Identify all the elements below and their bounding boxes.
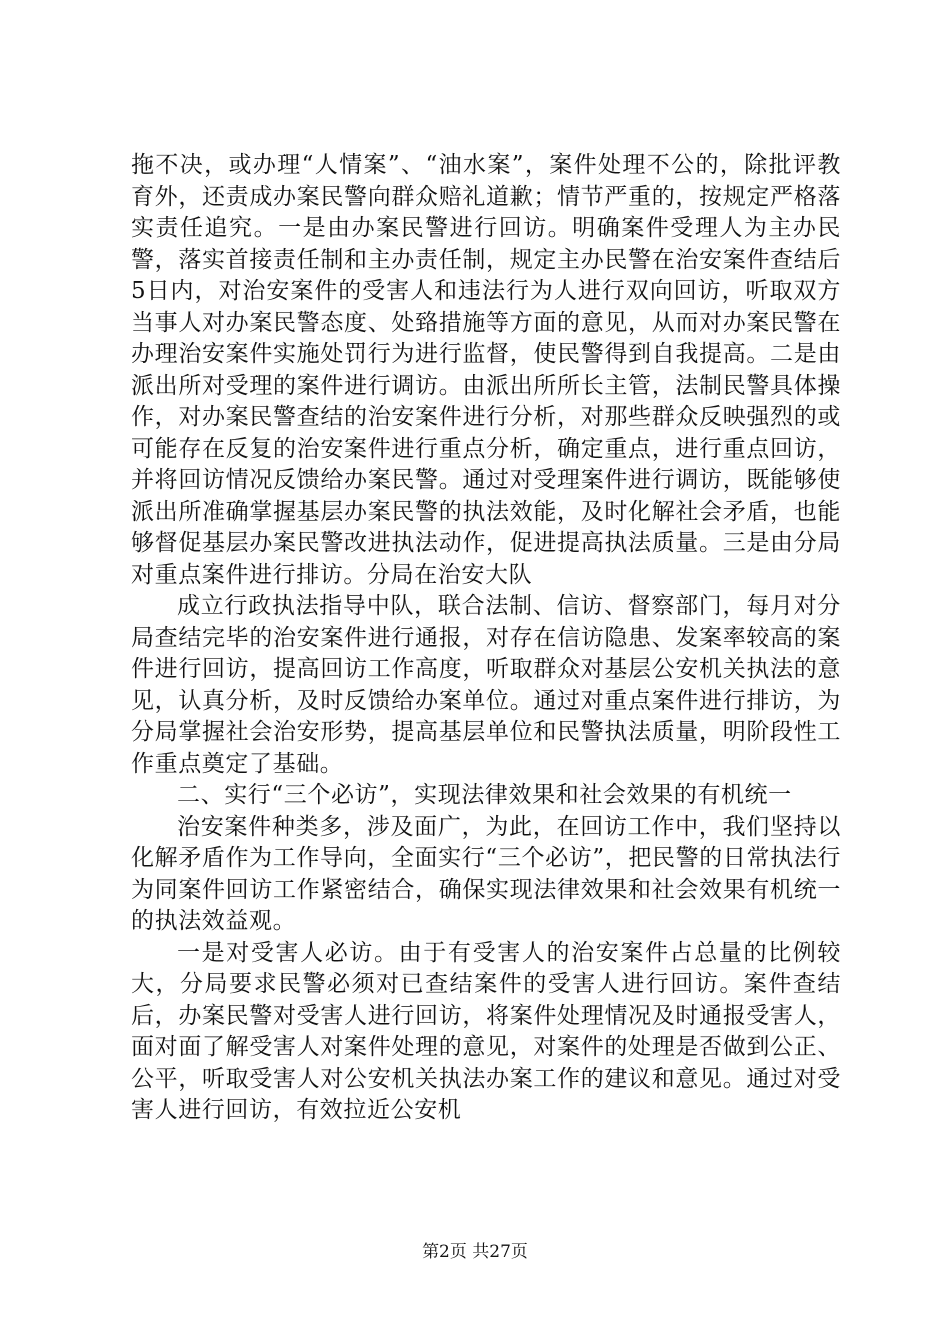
paragraph-continuation: 拖不决，或办理“人情案”、“油水案”，案件处理不公的，除批评教育外，还责成办案民警向群众赔礼道歉；情节严重的，按规定严格落实责任追究。一是由办案民警进行回访。明确案件受理人为主办民警，落实首接责任制和主办责任制，规定主办民警在治安案件查结后5日内，对治安案件的受害人和违法行为人进行双向回访，听取双方当事人对办案民警态度、处臵措施等方面的意见，从而对办案民警在办理治安案件实施处罚行为进行监督，使民警得到自我提高。二是由派出所对受理的案件进行调访。由派出所所长主管，法制民警具体操作，对办案民警查结的治安案件进行分析，对那些群众反映强烈的或可能存在反复的治安案件进行重点分析，确定重点，进行重点回访，并将回访情况反馈给办案民警。通过对受理案件进行调访，既能够使派出所准确掌握基层办案民警的执法效能，及时化解社会矛盾，也能够督促基层办案民警改进执法动作，促进提高执法质量。三是由分局对重点案件进行排访。分局在治安大队 [131, 152, 841, 588]
paragraph: 治安案件种类多，涉及面广，为此，在回访工作中，我们坚持以化解矛盾作为工作导向，全面实行“三个必访”，把民警的日常执法行为同案件回访工作紧密结合，确保实现法律效果和社会效果有机统一的执法效益观。 [131, 813, 841, 934]
page-number-footer: 第2页 共27页 [422, 1242, 528, 1262]
section-heading: 二、实行“三个必访”，实现法律效果和社会效果的有机统一 [177, 782, 792, 808]
document-body [131, 150, 841, 1127]
paragraph: 成立行政执法指导中队，联合法制、信访、督察部门，每月对分局查结完毕的治安案件进行通报，对存在信访隐患、发案率较高的案件进行回访，提高回访工作高度，听取群众对基层公安机关执法的意见，认真分析，及时反馈给办案单位。通过对重点案件进行排访，为分局掌握社会治安形势，提高基层单位和民警执法质量，明阶段性工作重点奠定了基础。 [131, 593, 841, 777]
paragraph: 一是对受害人必访。由于有受害人的治安案件占总量的比例较大，分局要求民警必须对已查结案件的受害人进行回访。案件查结后，办案民警对受害人进行回访，将案件处理情况及时通报受害人，面对面了解受害人对案件处理的意见，对案件的处理是否做到公正、公平，听取受害人对公安机关执法办案工作的建议和意见。通过对受害人进行回访，有效拉近公安机 [131, 939, 841, 1123]
